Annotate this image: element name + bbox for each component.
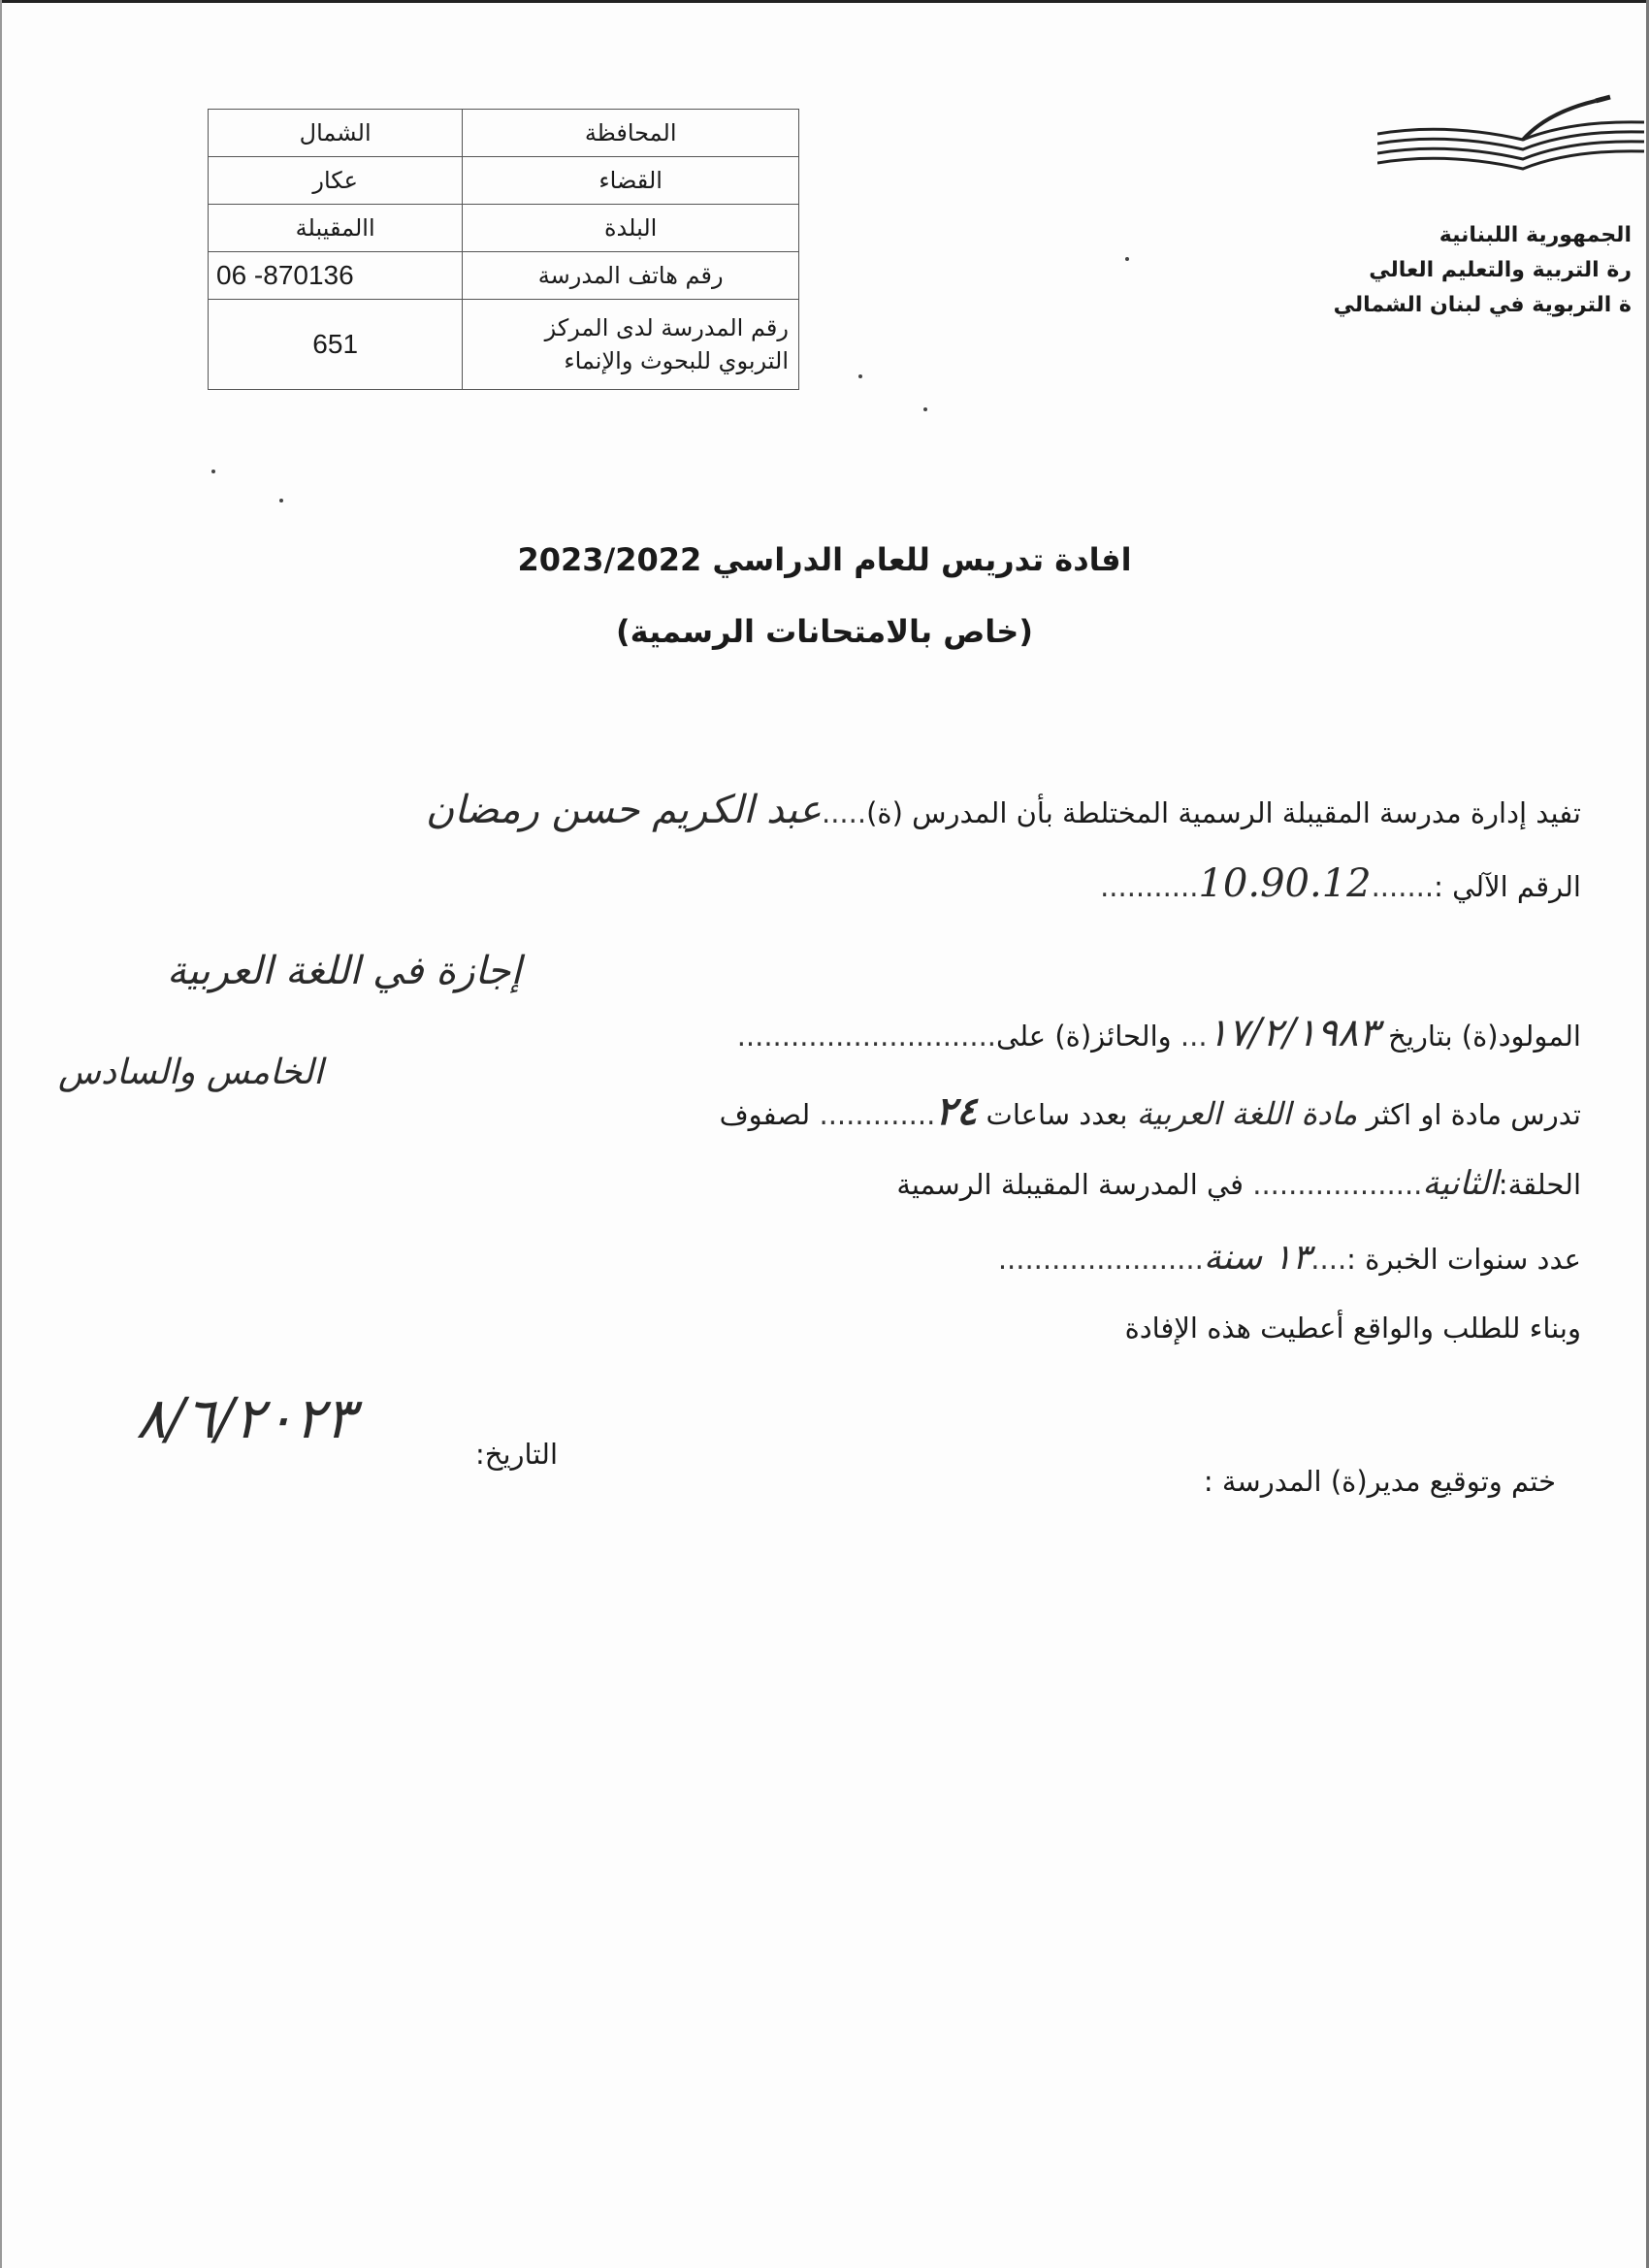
school-phone-value: 06 -870136: [209, 252, 463, 300]
dotted-fill: ...................: [1252, 1168, 1423, 1201]
auto-number-line: [1100, 861, 1581, 906]
town-label: البلدة: [463, 205, 799, 252]
scan-speck: [923, 407, 927, 411]
classes-label: لصفوف: [719, 1098, 811, 1131]
dotted-fill: .............: [819, 1098, 936, 1131]
town-value: االمقيبلة: [209, 205, 463, 252]
school-code-label-line2: التربوي للبحوث والإنماء: [564, 347, 789, 374]
district-label: القضاء: [463, 157, 799, 205]
birth-date-handwritten: ١٧/٢/١٩٨٣: [1207, 1011, 1379, 1055]
teacher-name-line: [426, 788, 1581, 832]
header-line-republic: الجمهورية اللبنانية: [1439, 223, 1632, 247]
scan-speck: [858, 374, 862, 378]
cycle-label: الحلقة:: [1498, 1168, 1581, 1201]
experience-line: [998, 1238, 1581, 1278]
dotted-fill: .......: [1371, 870, 1435, 903]
header-line-region: ة التربوية في لبنان الشمالي: [1334, 288, 1632, 323]
dotted-fill: ...........: [1100, 870, 1199, 903]
table-row: [209, 300, 799, 390]
scan-speck: [211, 470, 215, 473]
teaching-subject-line: [720, 1088, 1581, 1134]
table-row: [209, 205, 799, 252]
experience-label: عدد سنوات الخبرة :: [1346, 1243, 1581, 1276]
dotted-fill: .......................: [997, 1243, 1204, 1276]
table-row: [209, 110, 799, 157]
scan-speck: [1125, 257, 1129, 261]
teacher-name-handwritten: عبد الكريم حسن رمضان: [425, 788, 822, 832]
school-phone-label: رقم هاتف المدرسة: [463, 252, 799, 300]
scan-speck: [279, 499, 283, 502]
closing-statement: وبناء للطلب والواقع أعطيت هذه الإفادة: [1124, 1312, 1581, 1345]
page-subtitle: (خاص بالامتحانات الرسمية): [616, 613, 1033, 650]
scan-edge-left: [0, 0, 2, 2268]
auto-number-handwritten: 10.90.12: [1198, 861, 1372, 906]
header-line-ministry: رة التربية والتعليم العالي: [1369, 258, 1632, 282]
hours-label: بعدد ساعات: [986, 1098, 1128, 1131]
scan-edge-top: [0, 0, 1649, 3]
experience-handwritten: ١٣ سنة: [1203, 1238, 1311, 1278]
signature-label: ختم وتوقيع مدير(ة) المدرسة :: [1203, 1465, 1556, 1498]
table-row: [209, 157, 799, 205]
page-title: افادة تدريس للعام الدراسي 2023/2022: [517, 541, 1132, 578]
teacher-name-label: تفيد إدارة مدرسة المقيبلة الرسمية المختلطة بأن المدرس (ة): [866, 796, 1581, 829]
school-code-label: [463, 300, 799, 390]
subject-label: تدرس مادة او اكثر: [1366, 1098, 1581, 1131]
school-code-label-line1: رقم المدرسة لدى المركز: [544, 314, 789, 341]
dotted-fill: .....: [821, 796, 867, 829]
auto-number-label: الرقم الآلي :: [1434, 870, 1581, 903]
cycle-handwritten: الثانية: [1422, 1164, 1499, 1203]
dotted-fill: ...: [1180, 1020, 1208, 1053]
degree-handwritten: إجازة في اللغة العربية: [167, 949, 522, 993]
date-label: التاريخ:: [474, 1438, 558, 1471]
subject-handwritten: مادة اللغة العربية: [1136, 1095, 1358, 1132]
school-name-text: في المدرسة المقيبلة الرسمية: [896, 1168, 1245, 1201]
hours-handwritten: ٢٤: [935, 1088, 978, 1134]
school-info-table: [208, 109, 799, 390]
dotted-fill: .............................: [736, 1020, 997, 1053]
ministry-header: [1282, 218, 1632, 323]
birth-date-line: [737, 1011, 1581, 1055]
classes-handwritten: الخامس والسادس: [58, 1053, 324, 1092]
table-row: [209, 252, 799, 300]
birth-date-label: المولود(ة) بتاريخ: [1388, 1020, 1581, 1053]
governorate-value: الشمال: [209, 110, 463, 157]
dotted-fill: ....: [1310, 1243, 1347, 1276]
school-code-value: 651: [209, 300, 463, 390]
district-value: عكار: [209, 157, 463, 205]
date-handwritten: ٨/٦/٢٠٢٣: [136, 1385, 355, 1451]
cycle-line: [896, 1164, 1581, 1203]
governorate-label: المحافظة: [463, 110, 799, 157]
ministry-logo-icon: [1377, 93, 1649, 190]
degree-label: والحائز(ة) على: [996, 1020, 1172, 1053]
